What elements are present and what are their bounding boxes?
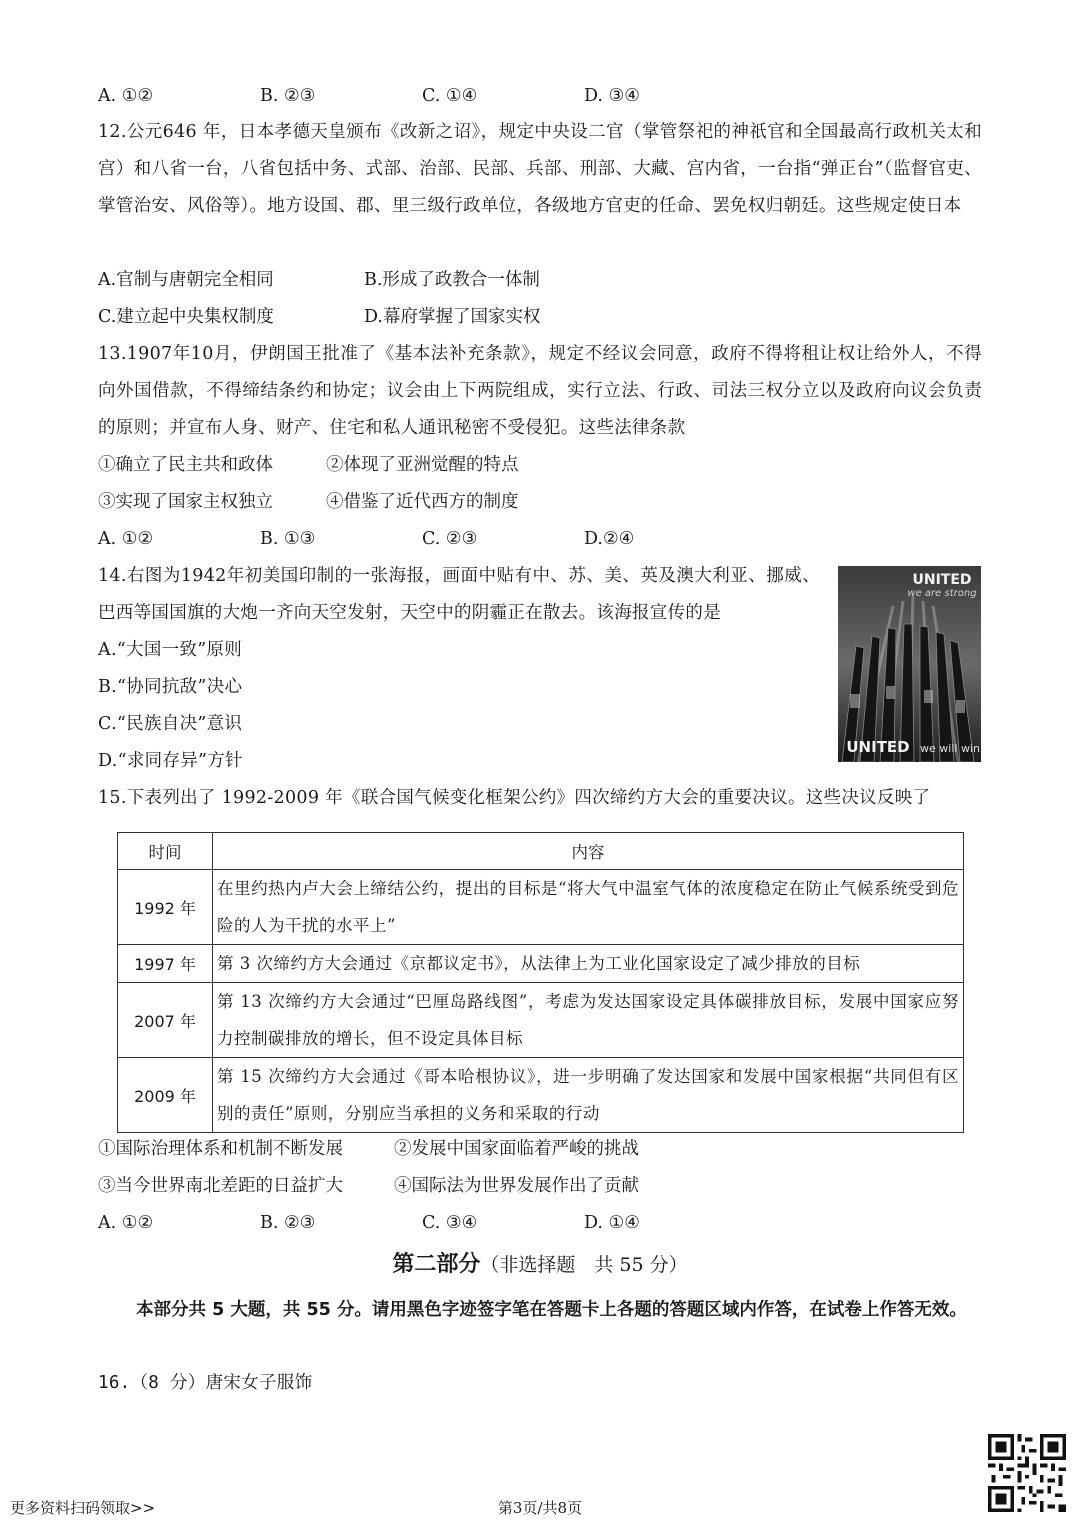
poster-top-text: UNITED [912,572,972,588]
q15-items-row2 [98,1168,639,1205]
table-row [118,870,964,945]
q15-item-2: ②发展中国家面临着严峻的挑战 [394,1139,639,1159]
q13-item-4: ④借鉴了近代西方的制度 [326,492,519,512]
footer-scan-hint: 更多资料扫码领取>> [10,1499,156,1517]
q15-stem: 15.下表列出了 1992-2009 年《联合国气候变化框架公约》四次缔约方大会的重要决议。这些决议反映了 [98,788,931,808]
q13-items-row1 [98,447,519,484]
table-cell-content: 第 15 次缔约方大会通过《哥本哈根协议》，进一步明确了发达国家和发展中国家根据“共同但有区别的责任”原则，分别应当承担的义务和采取的行动 [213,1058,964,1133]
table-cell-year: 2007 年 [118,983,213,1058]
q16-stem: 16.（8 分）唐宋女子服饰 [98,1373,313,1393]
q13-item-1: ①确立了民主共和政体 [98,455,273,475]
q12-option-c: C.建立起中央集权制度 [98,307,274,327]
table-cell-year: 1997 年 [118,945,213,983]
q12-option-d: D.幕府掌握了国家实权 [364,307,541,327]
q11-option-c: C. ①④ [422,86,478,106]
q15-item-3: ③当今世界南北差距的日益扩大 [98,1176,343,1196]
q12-stem: 12.公元646 年，日本孝德天皇颁布《改新之诏》，规定中央设二官（掌管祭祀的神祇官和全国最高行政机关太和宫）和八省一台，八省包括中务、式部、治部、民部、兵部、刑部、大藏、宫内省，一台指“弹正台”（监督官吏、掌管治安、风俗等）。地方设国、郡、里三级行政单位，各级地方官吏的任命、罢免权归朝廷。这些规定使日本 [98,122,982,216]
table-row [118,1058,964,1133]
table-cell-year: 1992 年 [118,870,213,945]
q12-option-b: B.形成了政教合一体制 [364,270,540,290]
poster-bottom-subtext: we will win [920,742,980,755]
poster-illustration [838,566,981,762]
q15-option-d: D. ①④ [584,1213,640,1233]
q11-option-d: D. ③④ [584,86,640,106]
q15-option-c: C. ③④ [422,1213,478,1233]
table-cell-content: 在里约热内卢大会上缔结公约，提出的目标是“将大气中温室气体的浓度稳定在防止气候系统受到危险的人为干扰的水平上” [213,870,964,945]
table-header-row [118,833,964,870]
page-number: 第3页/共8页 [497,1499,583,1517]
q11-option-a: A. ①② [98,86,154,106]
q13-option-a: A. ①② [98,529,154,549]
q11-options [98,78,640,115]
q14-option-c: C.“民族自决”意识 [98,714,243,734]
q11-option-b: B. ②③ [260,86,316,106]
q15-option-a: A. ①② [98,1213,154,1233]
q13-options [98,521,634,558]
table-header-content: 内容 [213,833,964,870]
q14-stem: 14.右图为1942年初美国印制的一张海报，画面中贴有中、苏、美、英及澳大利亚、挪威、巴西等国国旗的大炮一齐向天空发射，天空中的阴霾正在散去。该海报宣传的是 [98,566,820,623]
q13-stem: 13.1907年10月，伊朗国王批准了《基本法补充条款》，规定不经议会同意，政府不得将租让权让给外人，不得向外国借款，不得缔结条约和协定；议会由上下两院组成，实行立法、行政、司法三权分立以及政府向议会负责的原则；并宣布人身、财产、住宅和私人通讯秘密不受侵犯。这些法律条款 [98,344,982,438]
q15-table [117,832,964,1133]
q12-options-row2 [98,299,540,336]
q15-item-4: ④国际法为世界发展作出了贡献 [394,1176,639,1196]
q14-option-d: D.“求同存异”方针 [98,751,243,771]
section-title [0,1247,1080,1278]
section-title-main: 第二部分 [392,1251,481,1277]
q14-option-b: B.“协同抗敌”决心 [98,677,243,697]
q13-option-b: B. ①③ [260,529,316,549]
table-cell-content: 第 13 次缔约方大会通过“巴厘岛路线图”，考虑为发达国家设定具体碳排放目标，发展中国家应努力控制碳排放的增长，但不设定具体目标 [213,983,964,1058]
q12-option-a: A.官制与唐朝完全相同 [98,270,274,290]
table-row [118,945,964,983]
table-cell-content: 第 3 次缔约方大会通过《京都议定书》，从法律上为工业化国家设定了减少排放的目标 [213,945,964,983]
table-cell-year: 2009 年 [118,1058,213,1133]
q13-item-2: ②体现了亚洲觉醒的特点 [326,455,519,475]
q15-items-row1 [98,1131,639,1168]
table-row [118,983,964,1058]
q15-item-1: ①国际治理体系和机制不断发展 [98,1139,343,1159]
q14-option-a: A.“大国一致”原则 [98,640,243,660]
section-title-sub: （非选择题 共 55 分） [480,1254,688,1276]
q15-options [98,1205,640,1242]
q15-option-b: B. ②③ [260,1213,316,1233]
poster-top-subtext: we are strong [907,588,977,599]
q13-item-3: ③实现了国家主权独立 [98,492,273,512]
q13-option-d: D.②④ [584,529,635,549]
q14-poster-image [838,566,981,762]
q13-option-c: C. ②③ [422,529,478,549]
q12-options-row1 [98,262,540,299]
table-header-time: 时间 [118,833,213,870]
section-intro: 本部分共 5 大题，共 55 分。请用黑色字迹签字笔在答题卡上各题的答题区域内作答，在试卷上作答无效。 [136,1300,967,1320]
poster-bottom-text: UNITED [846,738,910,756]
q13-items-row2 [98,484,519,521]
